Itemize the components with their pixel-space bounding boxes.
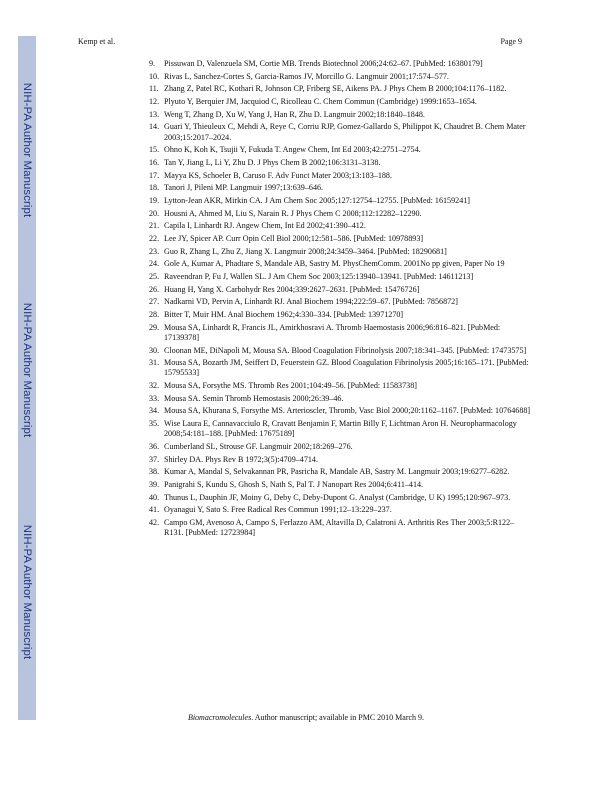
reference-text: Mousa SA, Forsythe MS. Thromb Res 2001;104:49–56. [PubMed: 11583738] <box>164 381 417 391</box>
reference-number: 20. <box>149 208 160 218</box>
reference-text: Lee JY, Spicer AP. Curr Opin Cell Biol 2000;12:581–586. [PubMed: 10978893] <box>164 234 424 244</box>
reference-text: Raveendran P, Fu J, Wallen SL. J Am Chem Soc 2003;125:13940–13941. [PubMed: 14611213] <box>164 272 474 282</box>
reference-number: 39. <box>149 480 160 489</box>
reference-text: Capila I, Linhardt RJ. Angew Chem, Int Ed 2002;41:390–412. <box>164 221 366 231</box>
reference-text: Housni A, Ahmed M, Liu S, Narain R. J Phys Chem C 2008;112:12282–12290. <box>164 208 422 218</box>
reference-text: Guari Y, Thieuleux C, Mehdi A, Reye C, Corriu RJP, Gomez-Gallardo S, Philippot K, Chaudret B. Chem Mater 2003;15:2017–2024. <box>164 122 526 142</box>
reference-item <box>149 406 531 416</box>
footer-journal: Biomacromolecules <box>187 713 252 722</box>
reference-text: Weng T, Zhang D, Xu W, Yang J, Han R, Zhu D. Langmuir 2002;18:1840–1848. <box>164 109 425 119</box>
reference-number: 19. <box>149 195 160 205</box>
reference-item <box>149 110 531 120</box>
reference-number: 23. <box>149 246 160 256</box>
reference-number: 13. <box>149 109 160 119</box>
reference-number: 12. <box>149 97 160 107</box>
reference-number: 40. <box>149 492 160 502</box>
reference-text: Pissuwan D, Valenzuela SM, Cortie MB. Trends Biotechnol 2006;24:62–67. [PubMed: 16380179] <box>164 59 483 68</box>
reference-item <box>149 122 531 142</box>
reference-number: 18. <box>149 183 160 193</box>
reference-number: 30. <box>149 345 160 355</box>
reference-number: 32. <box>149 381 160 391</box>
reference-item <box>149 196 531 206</box>
reference-number: 36. <box>149 441 160 451</box>
reference-number: 29. <box>149 322 160 332</box>
reference-text: Plyuto Y, Berquier JM, Jacquiod C, Ricolleau C. Chem Commun (Cambridge) 1999:1653–1654. <box>164 97 477 107</box>
reference-text: Bitter T, Muir HM. Anal Biochem 1962;4:330–334. [PubMed: 13971270] <box>164 310 404 320</box>
sidebar-label-text: NIH-PA Author Manuscript <box>21 302 33 438</box>
reference-item <box>149 97 531 107</box>
running-header-author: Kemp et al. <box>78 37 116 46</box>
reference-text: Rivas L, Sanchez-Cortes S, Garcia-Ramos JV, Morcillo G. Langmuir 2001;17:574–577. <box>164 71 449 81</box>
reference-item <box>149 518 531 538</box>
reference-item <box>149 297 531 307</box>
reference-text: Mousa SA, Khurana S, Forsythe MS. Arterioscler, Thromb, Vasc Biol 2000;20:1162–1167. [PubMed: 10764688] <box>164 406 531 416</box>
reference-text: Gole A, Kumar A, Phadtare S, Mandale AB, Sastry M. PhysChemComm. 2001No pp given, Paper No 19 <box>164 259 505 269</box>
reference-item <box>149 272 531 282</box>
reference-text: Huang H, Yang X. Carbohydr Res 2004;339:2627–2631. [PubMed: 15476726] <box>164 284 420 294</box>
reference-item <box>149 381 531 391</box>
reference-text: Kumar A, Mandal S, Selvakannan PR, Pasricha R, Mandale AB, Sastry M. Langmuir 2003;19:6277–6282. <box>164 467 510 477</box>
sidebar-label-text: NIH-PA Author Manuscript <box>21 524 33 660</box>
reference-text: Panigrahi S, Kundu S, Ghosh S, Nath S, Pal T. J Nanopart Res 2004;6:411–414. <box>164 480 424 489</box>
reference-text: Tan Y, Jiang L, Li Y, Zhu D. J Phys Chem B 2002;106:3131–3138. <box>164 157 381 167</box>
reference-text: Oyanagui Y, Sato S. Free Radical Res Commun 1991;12–13:229–237. <box>164 505 392 515</box>
reference-item <box>149 505 531 515</box>
reference-number: 31. <box>149 358 160 368</box>
reference-number: 14. <box>149 122 160 132</box>
reference-item <box>149 346 531 356</box>
reference-item <box>149 310 531 320</box>
reference-item <box>149 358 531 378</box>
reference-number: 34. <box>149 406 160 416</box>
reference-item <box>149 259 531 269</box>
reference-item <box>149 493 531 503</box>
reference-list <box>149 59 531 541</box>
reference-text: Zhang Z, Patel RC, Kothari R, Johnson CP, Friberg SE, Aikens PA. J Phys Chem B 2000;104:1176–1182. <box>164 84 507 94</box>
reference-text: Mousa SA, Linhardt R, Francis JL, Amirkhosravi A. Thromb Haemostasis 2006;96:816–821. [PubMed: 17139378] <box>164 322 501 342</box>
reference-text: Ohno K, Koh K, Tsujii Y, Fukuda T. Angew Chem, Int Ed 2003;42:2751–2754. <box>164 145 421 155</box>
reference-number: 26. <box>149 284 160 294</box>
sidebar-label-text: NIH-PA Author Manuscript <box>21 82 33 218</box>
reference-number: 42. <box>149 518 160 528</box>
reference-number: 25. <box>149 272 160 282</box>
reference-number: 37. <box>149 454 160 464</box>
reference-item <box>149 467 531 477</box>
reference-number: 15. <box>149 145 160 155</box>
reference-item <box>149 145 531 155</box>
reference-item <box>149 480 531 490</box>
reference-text: Lytton-Jean AKR, Mirkin CA. J Am Chem Soc 2005;127:12754–12755. [PubMed: 16159241] <box>164 195 470 205</box>
reference-text: Tanori J, Pileni MP. Langmuir 1997;13:639–646. <box>164 183 324 193</box>
reference-number: 22. <box>149 234 160 244</box>
footer-citation <box>0 713 612 722</box>
reference-item <box>149 221 531 231</box>
reference-item <box>149 455 531 465</box>
reference-item <box>149 323 531 343</box>
reference-text: Mayya KS, Schoeler B, Caruso F. Adv Funct Mater 2003;13:183–188. <box>164 170 392 180</box>
reference-item <box>149 209 531 219</box>
reference-number: 10. <box>149 71 160 81</box>
reference-item <box>149 59 531 69</box>
page-number: Page 9 <box>500 37 522 46</box>
reference-item <box>149 171 531 181</box>
reference-text: Cloonan ME, DiNapoli M, Mousa SA. Blood Coagulation Fibrinolysis 2007;18:341–345. [PubMed: 17473575] <box>164 345 527 355</box>
reference-number: 35. <box>149 419 160 429</box>
reference-item <box>149 234 531 244</box>
reference-text: Mousa SA, Bozarth JM, Seiffert D, Feuerstein GZ. Blood Coagulation Fibrinolysis 2005;16:165–171. [PubMed: 15795533] <box>164 358 529 378</box>
reference-number: 27. <box>149 297 160 307</box>
reference-number: 17. <box>149 170 160 180</box>
reference-number: 21. <box>149 221 160 231</box>
reference-item <box>149 394 531 404</box>
reference-number: 28. <box>149 310 160 320</box>
reference-number: 38. <box>149 467 160 477</box>
reference-text: Campo GM, Avenoso A, Campo S, Ferlazzo AM, Altavilla D, Calatroni A. Arthritis Res Ther 2003;5:R122–R131. [PubMed: 12723984] <box>164 518 515 538</box>
reference-text: Guo R, Zhang L, Zhu Z, Jiang X. Langmuir 2008;24:3459–3464. [PubMed: 18290681] <box>164 246 447 256</box>
reference-text: Shirley DA. Phys Rev B 1972;3(5):4709–4714. <box>164 454 319 464</box>
reference-text: Mousa SA. Semin Thromb Hemostasis 2000;26:39–46. <box>164 393 344 403</box>
reference-number: 11. <box>149 84 159 94</box>
reference-text: Thunus L, Dauphin JF, Moiny G, Deby C, Deby-Dupont G. Analyst (Cambridge, U K) 1995;120:967–973. <box>164 492 511 502</box>
reference-item <box>149 158 531 168</box>
reference-number: 24. <box>149 259 160 269</box>
reference-item <box>149 419 531 439</box>
reference-number: 9. <box>149 59 156 68</box>
reference-item <box>149 183 531 193</box>
reference-number: 16. <box>149 157 160 167</box>
reference-item <box>149 84 531 94</box>
reference-text: Wise Laura E, Cannavacciulo R, Cravatt Benjamin F, Martin Billy F, Lichtman Aron H. Neuropharmacology 2008;54:181–188. [PubMed: 17675189] <box>164 419 517 439</box>
reference-item <box>149 247 531 257</box>
reference-text: Cumberland SL, Strouse GF. Langmuir 2002;18:269–276. <box>164 441 353 451</box>
reference-item <box>149 72 531 82</box>
reference-item <box>149 285 531 295</box>
reference-text: Nadkarni VD, Pervin A, Linhardt RJ. Anal Biochem 1994;222:59–67. [PubMed: 7856872] <box>164 297 458 307</box>
reference-item <box>149 442 531 452</box>
reference-number: 41. <box>149 505 160 515</box>
reference-number: 33. <box>149 393 160 403</box>
footer-note: . Author manuscript; available in PMC 2010 March 9. <box>251 713 425 722</box>
